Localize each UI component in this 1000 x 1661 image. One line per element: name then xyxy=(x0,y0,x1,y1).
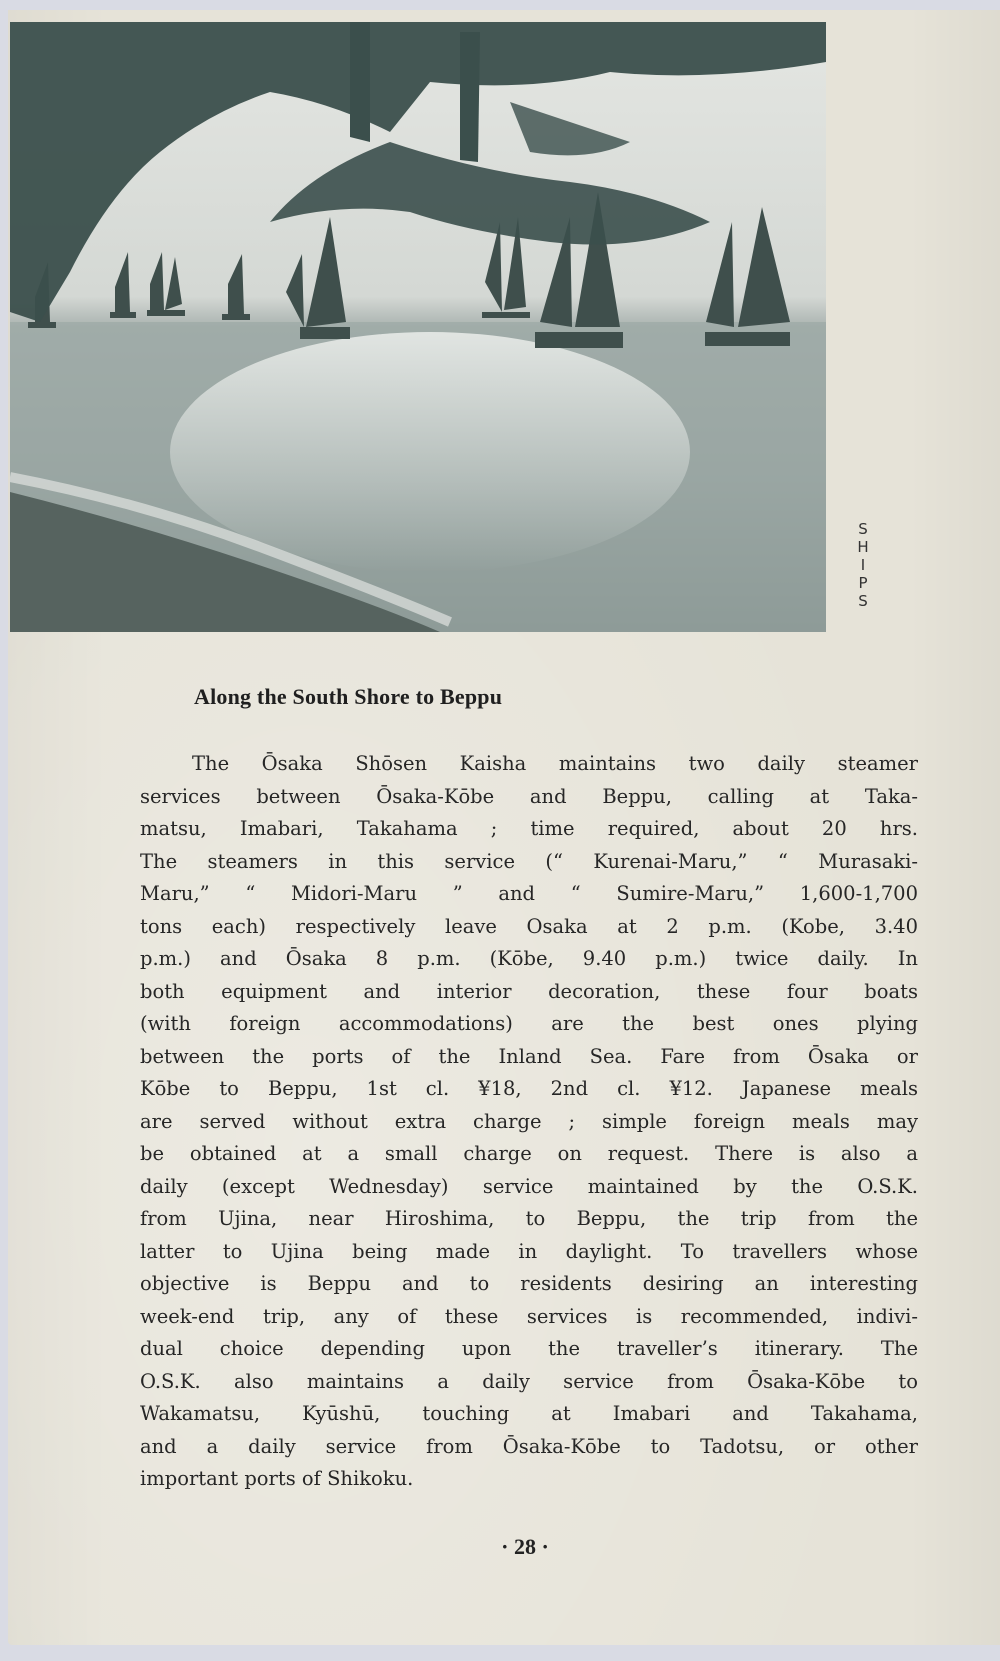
body-line: important ports of Shikoku. xyxy=(140,1467,414,1490)
body-line: latter to Ujina being made in daylight. To travellers whose xyxy=(140,1239,918,1263)
side-label-letter: S xyxy=(858,520,868,538)
photo-sailboats xyxy=(10,22,826,632)
body-line: The steamers in this service (“ Kurenai-Maru,” “ Murasaki- xyxy=(140,849,918,873)
body-line: matsu, Imabari, Takahama ; time required, about 20 hrs. xyxy=(140,817,918,840)
body-line: Maru,” “ Midori-Maru ” and “ Sumire-Maru,” 1,600-1,700 xyxy=(140,882,918,905)
body-line: Kōbe to Beppu, 1st cl. ¥18, 2nd cl. ¥12. Japanese meals xyxy=(140,1077,918,1100)
body-line: be obtained at a small charge on request. There is also a xyxy=(140,1142,918,1165)
body-line: services between Ōsaka-Kōbe and Beppu, calling at Taka- xyxy=(140,784,918,808)
body-line: and a daily service from Ōsaka-Kōbe to Tadotsu, or other xyxy=(140,1434,918,1458)
photo-illustration xyxy=(10,22,826,632)
side-label-letter: P xyxy=(858,574,868,592)
sun-glare xyxy=(170,332,690,572)
body-line: between the ports of the Inland Sea. Fare from Ōsaka or xyxy=(140,1044,918,1068)
body-line: both equipment and interior decoration, these four boats xyxy=(140,979,918,1003)
body-line: from Ujina, near Hiroshima, to Beppu, the trip from the xyxy=(140,1207,918,1230)
body-line: are served without extra charge ; simple foreign meals may xyxy=(140,1109,918,1133)
body-line: week-end trip, any of these services is recommended, indivi- xyxy=(140,1304,918,1328)
body-line: daily (except Wednesday) service maintained by the O.S.K. xyxy=(140,1174,918,1198)
body-line: The Ōsaka Shōsen Kaisha maintains two daily steamer xyxy=(192,752,918,775)
page-number: · 28 · xyxy=(501,1534,549,1559)
body-line: Wakamatsu, Kyūshū, touching at Imabari and Takahama, xyxy=(140,1402,918,1425)
side-label-letter: I xyxy=(860,556,866,574)
side-label-letter: H xyxy=(857,538,869,556)
article-heading: Along the South Shore to Beppu xyxy=(194,684,503,709)
body-line: tons each) respectively leave Osaka at 2 p.m. (Kobe, 3.40 xyxy=(140,914,918,938)
side-label-ships xyxy=(853,520,873,610)
body-line: (with foreign accommodations) are the best ones plying xyxy=(140,1012,918,1035)
side-label-letter: S xyxy=(858,592,868,610)
body-line: O.S.K. also maintains a daily service from Ōsaka-Kōbe to xyxy=(140,1369,918,1393)
body-line: p.m.) and Ōsaka 8 p.m. (Kōbe, 9.40 p.m.) twice daily. In xyxy=(140,947,918,970)
body-line: objective is Beppu and to residents desiring an interesting xyxy=(140,1272,918,1295)
article-body xyxy=(140,748,918,1496)
body-line: dual choice depending upon the traveller’s itinerary. The xyxy=(140,1337,918,1360)
